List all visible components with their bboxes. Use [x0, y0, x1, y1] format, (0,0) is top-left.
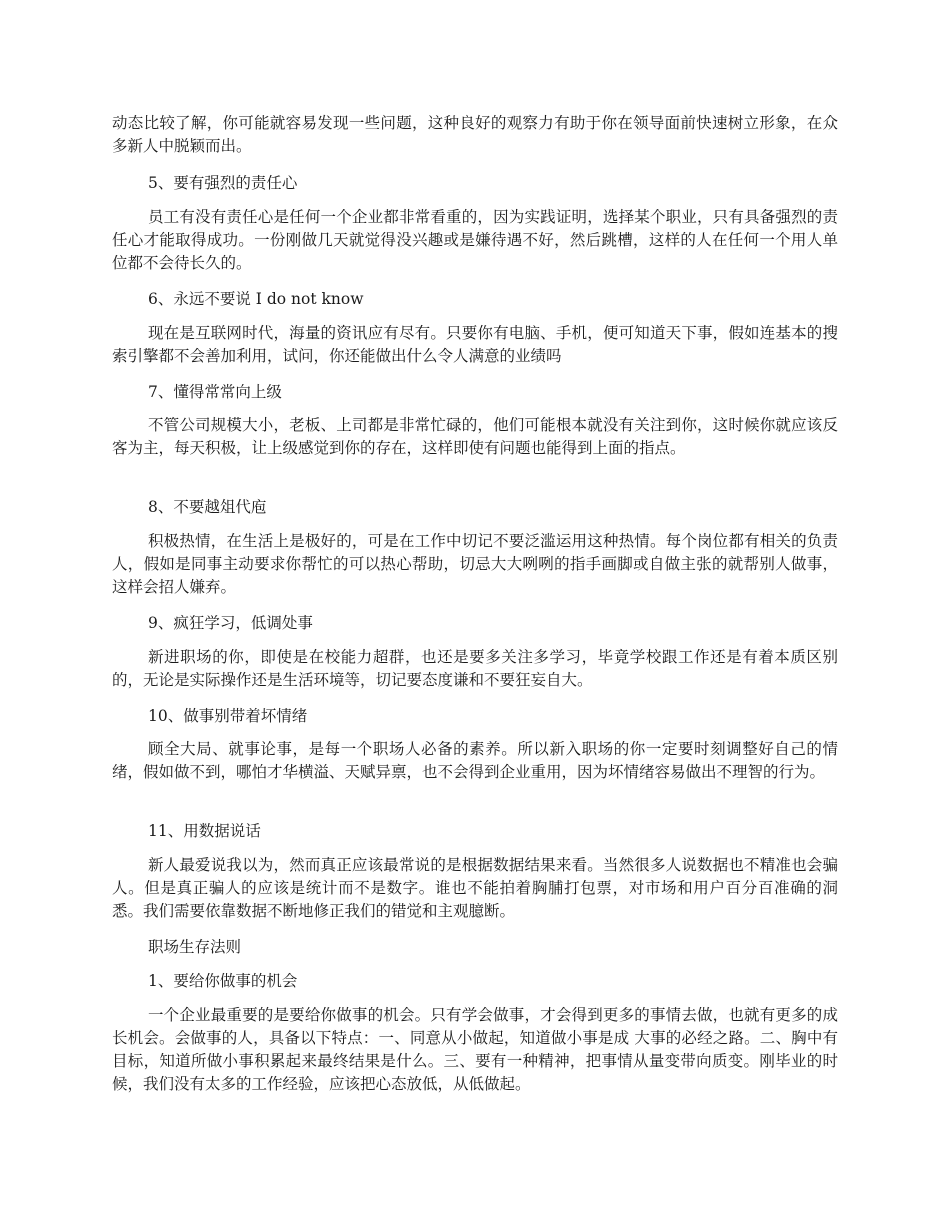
paragraph-11: 新人最爱说我以为，然而真正应该最常说的是根据数据结果来看。当然很多人说数据也不精准也会骗人。但是真正骗人的应该是统计而不是数字。谁也不能拍着胸脯打包票，对市场和用户百分百准确的洞悉。我们需要依靠数据不断地修正我们的错觉和主观臆断。: [112, 856, 838, 920]
paragraph-10: 顾全大局、就事论事，是每一个职场人必备的素养。所以新入职场的你一定要时刻调整好自己的情绪，假如做不到，哪怕才华横溢、天赋异禀，也不会得到企业重用，因为坏情绪容易做出不理智的行为。: [112, 740, 838, 781]
heading-rule-1: 1、要给你做事的机会: [148, 972, 298, 990]
heading-9: 9、疯狂学习，低调处事: [148, 614, 313, 632]
heading-7: 7、懂得常常向上级: [148, 383, 282, 401]
heading-6: 6、永远不要说 I do not know: [148, 290, 364, 308]
paragraph-5: 员工有没有责任心是任何一个企业都非常看重的，因为实践证明，选择某个职业，只有具备强烈的责任心才能取得成功。一份刚做几天就觉得没兴趣或是嫌待遇不好，然后跳槽，这样的人在任何一个用人单位都不会待长久的。: [112, 208, 838, 272]
paragraph-6: 现在是互联网时代，海量的资讯应有尽有。只要你有电脑、手机，便可知道天下事，假如连基本的搜索引擎都不会善加利用，试问，你还能做出什么令人满意的业绩吗: [112, 324, 838, 365]
heading-5: 5、要有强烈的责任心: [148, 174, 298, 192]
heading-11: 11、用数据说话: [148, 822, 261, 840]
heading-8: 8、不要越俎代庖: [148, 498, 267, 516]
heading-10: 10、做事别带着坏情绪: [148, 707, 308, 725]
paragraph-7: 不管公司规模大小，老板、上司都是非常忙碌的，他们可能根本就没有关注到你，这时候你就应该反客为主，每天积极，让上级感觉到你的存在，这样即使有问题也能得到上面的指点。: [112, 416, 838, 457]
paragraph-rule-1: 一个企业最重要的是要给你做事的机会。只有学会做事，才会得到更多的事情去做，也就有更多的成长机会。会做事的人，具备以下特点：一、同意从小做起，知道做小事是成 大事的必经之路。二、胸中有目标，知道所做小事积累起来最终结果是什么。三、要有一种精神，把事情从量变带向质变。刚毕业的时候，我们没有太多的工作经验，应该把心态放低，从低做起。: [112, 1006, 838, 1093]
heading-survival-rules: 职场生存法则: [148, 938, 242, 956]
paragraph-8: 积极热情，在生活上是极好的，可是在工作中切记不要泛滥运用这种热情。每个岗位都有相关的负责人，假如是同事主动要求你帮忙的可以热心帮助，切忌大大咧咧的指手画脚或自做主张的就帮别人做事，这样会招人嫌弃。: [112, 532, 838, 596]
paragraph-intro: 动态比较了解，你可能就容易发现一些问题，这种良好的观察力有助于你在领导面前快速树立形象，在众多新人中脱颖而出。: [112, 114, 838, 155]
paragraph-9: 新进职场的你，即使是在校能力超群，也还是要多关注多学习，毕竟学校跟工作还是有着本质区别的，无论是实际操作还是生活环境等，切记要态度谦和不要狂妄自大。: [112, 648, 838, 689]
